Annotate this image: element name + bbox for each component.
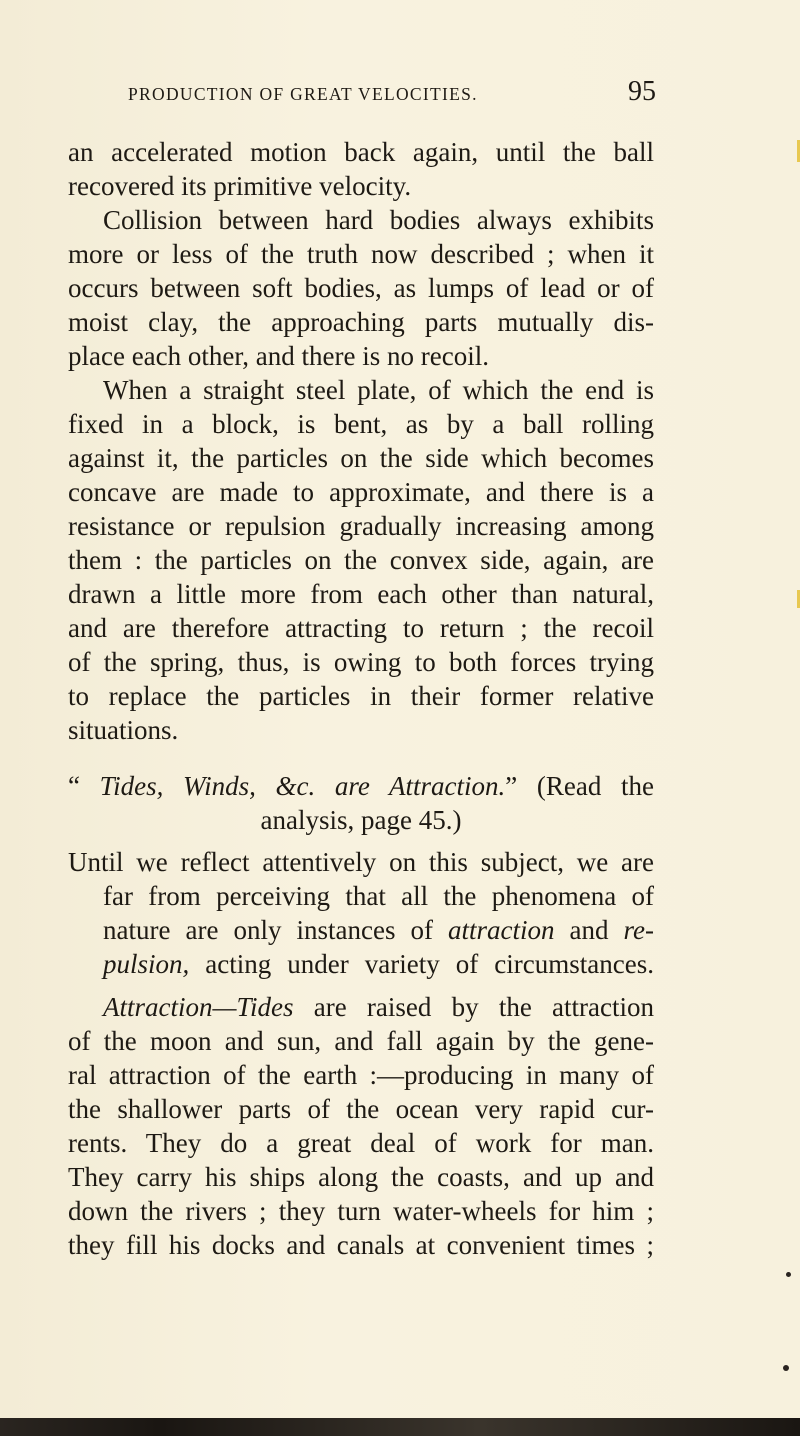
text-span: and — [554, 915, 624, 945]
italic-term: Attraction—Tides — [103, 992, 294, 1022]
scan-bottom-edge — [0, 1418, 800, 1436]
text-line: of the spring, thus, is owing to both forces trying — [68, 647, 654, 677]
section-heading-line2: analysis, page 45.) — [260, 805, 462, 835]
text-line: rents. They do a great deal of work for man. — [68, 1128, 654, 1158]
text-line: against it, the particles on the side which becomes — [68, 443, 654, 473]
text-span: acting under variety of circumstances. — [189, 949, 654, 979]
text-line — [103, 990, 654, 1024]
text-line: resistance or repulsion gradually increasing among — [68, 511, 654, 541]
text-line — [103, 913, 654, 947]
text-line: of the moon and sun, and fall again by the gene- — [68, 1026, 654, 1056]
text-line: fixed in a block, is bent, as by a ball rolling — [68, 409, 654, 439]
close-quote: ” — [505, 771, 518, 801]
text-line: When a straight steel plate, of which the end is — [103, 375, 654, 405]
text-line: an accelerated motion back again, until the ball — [68, 137, 654, 167]
italic-term: re- — [623, 915, 654, 945]
text-line: moist clay, the approaching parts mutually dis- — [68, 307, 654, 337]
section-heading — [68, 769, 654, 803]
text-span: are raised by the attraction — [293, 992, 654, 1022]
italic-term: attraction — [447, 915, 555, 945]
text-line: they fill his docks and canals at convenient times ; — [68, 1230, 654, 1260]
text-line: down the rivers ; they turn water-wheels for him ; — [68, 1196, 654, 1226]
text-line: far from perceiving that all the phenomena of — [103, 881, 654, 911]
running-head — [128, 76, 656, 116]
section-reference: (Read the — [517, 771, 655, 801]
ink-speck — [786, 1272, 791, 1277]
text-line: drawn a little more from each other than natural, — [68, 579, 654, 609]
text-line: Collision between hard bodies always exhibits — [103, 205, 654, 235]
running-title: PRODUCTION OF GREAT VELOCITIES. — [128, 84, 478, 104]
italic-term: pulsion, — [103, 949, 190, 979]
text-line: more or less of the truth now described ; when it — [68, 239, 654, 269]
open-quote: “ — [68, 771, 80, 801]
text-line: the shallower parts of the ocean very rapid cur- — [68, 1094, 654, 1124]
text-line: to replace the particles in their former relative — [68, 681, 654, 711]
text-line: place each other, and there is no recoil. — [68, 341, 489, 371]
text-span: nature are only instances of — [103, 915, 448, 945]
ink-speck — [783, 1365, 789, 1371]
page-number: 95 — [628, 76, 656, 107]
text-line: ral attraction of the earth :—producing in many of — [68, 1060, 654, 1090]
text-line: and are therefore attracting to return ; the recoil — [68, 613, 654, 643]
text-line: occurs between soft bodies, as lumps of lead or of — [68, 273, 654, 303]
text-line: them : the particles on the convex side, again, are — [68, 545, 654, 575]
section-title: Tides, Winds, &c. are Attraction. — [99, 771, 506, 801]
text-line: Until we reflect attentively on this subject, we are — [68, 847, 654, 877]
text-line — [103, 947, 654, 981]
text-line: situations. — [68, 715, 179, 745]
text-line: They carry his ships along the coasts, and up and — [68, 1162, 654, 1192]
text-line: concave are made to approximate, and there is a — [68, 477, 654, 507]
text-line: recovered its primitive velocity. — [68, 171, 412, 201]
